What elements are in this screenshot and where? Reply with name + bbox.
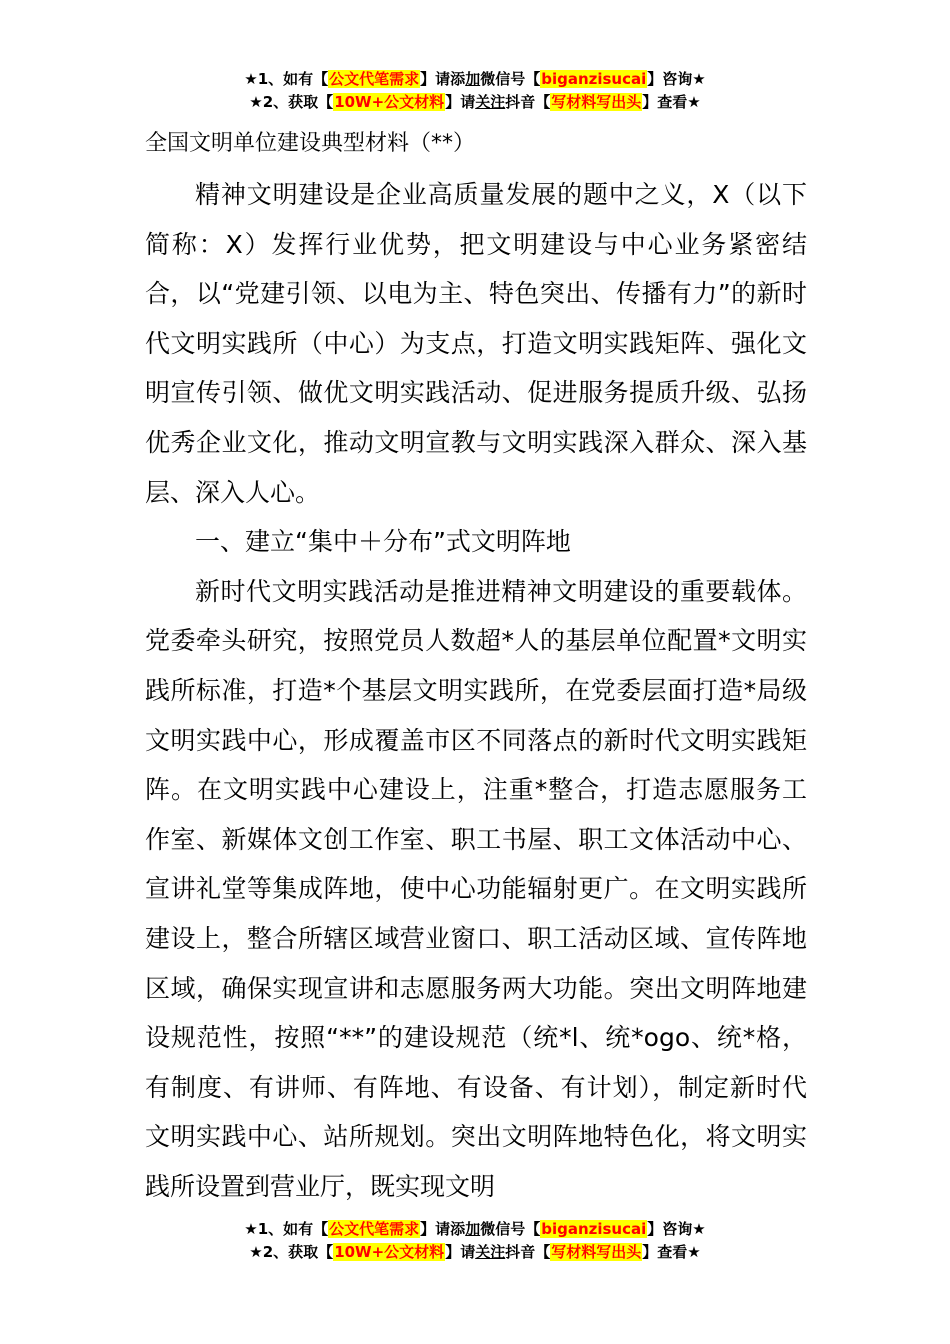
banner-line-2 [0,91,950,114]
section-1-heading: 一、建立“集中＋分布”式文明阵地 [195,527,571,557]
banner-middle: 抖音【 [505,93,551,111]
banner-underlined: 加 [465,70,481,88]
banner-prefix: ★1、如有【 [244,70,329,88]
highlight-materials: 10W+公文材料 [334,93,445,111]
banner-middle: 】请 [445,1243,476,1261]
document-body [145,170,807,1211]
highlight-ghostwriting: 公文代笔需求 [329,1220,420,1238]
banner-prefix: ★1、如有【 [244,1220,329,1238]
banner-line-1 [0,1218,950,1241]
banner-middle: 微信号【 [480,1220,541,1238]
banner-suffix: 】查看★ [642,93,701,111]
banner-prefix: ★2、获取【 [249,93,334,111]
banner-middle: 】请添 [420,1220,466,1238]
intro-paragraph: 精神文明建设是企业高质量发展的题中之义，X（以下简称：X）发挥行业优势，把文明建设与中心业务紧密结合，以“党建引领、以电为主、特色突出、传播有力”的新时代文明实践所（中心）为支点，打造文明实践矩阵、强化文明宣传引领、做优文明实践活动、促进服务提质升级、弘扬优秀企业文化，推动文明宣教与文明实践深入群众、深入基层、深入人心。 [145,180,807,507]
highlight-douyin: 写材料写出头 [551,93,642,111]
banner-prefix: ★2、获取【 [249,1243,334,1261]
banner-underlined: 加 [465,1220,481,1238]
banner-underlined: 关注 [475,93,506,111]
banner-suffix: 】查看★ [642,1243,701,1261]
banner-suffix: 】咨询★ [647,1220,706,1238]
banner-suffix: 】咨询★ [647,70,706,88]
section-1-paragraph: 新时代文明实践活动是推进精神文明建设的重要载体。党委牵头研究，按照党员人数超*人的基层单位配置*文明实践所标准，打造*个基层文明实践所，在党委层面打造*局级文明实践中心，形成覆盖市区不同落点的新时代文明实践矩阵。在文明实践中心建设上，注重*整合，打造志愿服务工作室、新媒体文创工作室、职工书屋、职工文体活动中心、宣讲礼堂等集成阵地，使中心功能辐射更广。在文明实践所建设上，整合所辖区域营业窗口、职工活动区域、宣传阵地区域，确保实现宣讲和志愿服务两大功能。突出文明阵地建设规范性，按照“**”的建设规范（统*l、统*ogo、统*格，有制度、有讲师、有阵地、有设备、有计划），制定新时代文明实践中心、站所规划。突出文明阵地特色化，将文明实践所设置到营业厅，既实现文明 [145,576,807,1201]
bottom-banner [0,1218,950,1264]
top-banner [0,68,950,114]
highlight-douyin: 写材料写出头 [551,1243,642,1261]
highlight-ghostwriting: 公文代笔需求 [329,70,420,88]
highlight-wechat-id: biganzisucai [541,1220,647,1238]
banner-middle: 微信号【 [480,70,541,88]
banner-middle: 抖音【 [505,1243,551,1261]
highlight-wechat-id: biganzisucai [541,70,647,88]
highlight-materials: 10W+公文材料 [334,1243,445,1261]
document-title: 全国文明单位建设典型材料（**） [145,131,476,156]
banner-middle: 】请 [445,93,476,111]
banner-underlined: 关注 [475,1243,506,1261]
banner-middle: 】请添 [420,70,466,88]
banner-line-2 [0,1241,950,1264]
banner-line-1 [0,68,950,91]
